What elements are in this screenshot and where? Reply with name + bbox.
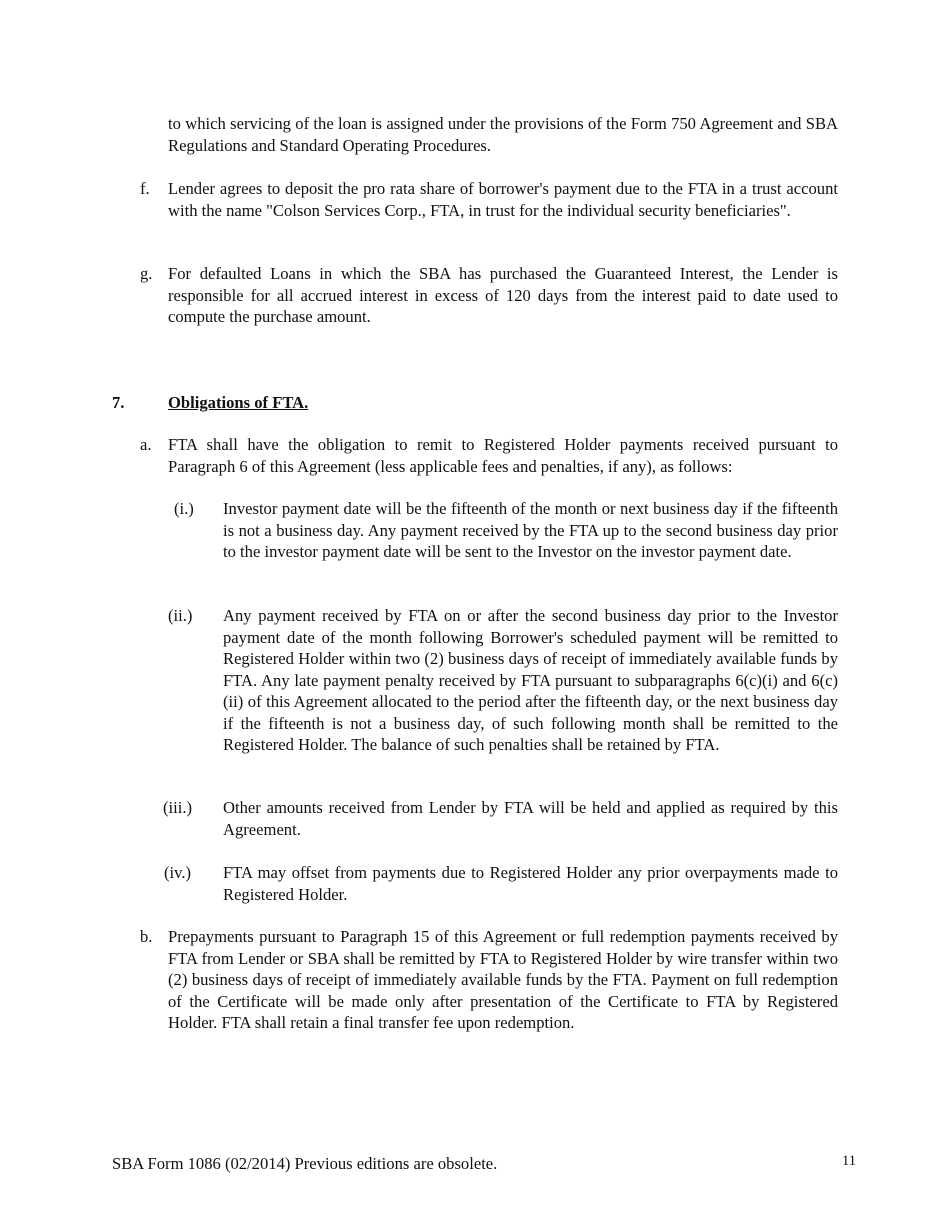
form-footer: SBA Form 1086 (02/2014) Previous editions are obsolete. xyxy=(112,1154,498,1173)
continuation-paragraph: to which servicing of the loan is assigned under the provisions of the Form 750 Agreement and SBA Regulations and Standard Operating Procedures. xyxy=(168,114,838,155)
item-b-text: Prepayments pursuant to Paragraph 15 of this Agreement or full redemption payments received by FTA from Lender or SBA shall be remitted by FTA to Registered Holder by wire transfer within two (2) business days of receipt of immediately available funds by the FTA. Payment on full redemption of the Certificate will be made only after presentation of the Certificate to FTA by Registered Holder. FTA shall retain a final transfer fee upon redemption. xyxy=(168,927,838,1032)
item-a-label: a. xyxy=(140,435,152,454)
sub-iv-text: FTA may offset from payments due to Registered Holder any prior overpayments made to Registered Holder. xyxy=(223,863,838,904)
sub-iii-text: Other amounts received from Lender by FTA will be held and applied as required by this Agreement. xyxy=(223,798,838,839)
page-number: 11 xyxy=(842,1153,856,1169)
sub-ii-text: Any payment received by FTA on or after the second business day prior to the Investor payment date of the month following Borrower's scheduled payment will be remitted to Registered Holder within two (2) business days of receipt of immediately available funds by FTA. Any late payment penalty received by FTA pursuant to subparagraphs 6(c)(i) and 6(c)(ii) of this Agreement allocated to the period after the fifteenth day, or the next business day if the fifteenth is not a business day, of such following month shall be remitted to the Registered Holder. The balance of such penalties shall be retained by FTA. xyxy=(223,606,838,754)
item-f-text: Lender agrees to deposit the pro rata share of borrower's payment due to the FTA in a trust account with the name "Colson Services Corp., FTA, in trust for the individual security beneficiaries". xyxy=(168,179,838,220)
section-7-heading xyxy=(112,392,308,414)
item-f-label: f. xyxy=(140,179,150,198)
section-title: Obligations of FTA. xyxy=(168,393,309,412)
item-a-text: FTA shall have the obligation to remit to Registered Holder payments received pursuant to Paragraph 6 of this Agreement (less applicable fees and penalties, if any), as follows: xyxy=(168,435,838,476)
sub-iii-label: (iii.) xyxy=(163,798,193,817)
sub-ii-label: (ii.) xyxy=(168,606,193,625)
item-g-text: For defaulted Loans in which the SBA has purchased the Guaranteed Interest, the Lender is responsible for all accrued interest in excess of 120 days from the interest paid to date used to compute the purchase amount. xyxy=(168,264,838,326)
sub-iv-label: (iv.) xyxy=(164,863,192,882)
sub-i-text: Investor payment date will be the fifteenth of the month or next business day if the fifteenth is not a business day. Any payment received by the FTA up to the second business day prior to the investor payment date will be sent to the Investor on the investor payment date. xyxy=(223,499,838,561)
sub-i-label: (i.) xyxy=(174,499,194,518)
item-g-label: g. xyxy=(140,264,153,283)
item-b-label: b. xyxy=(140,927,153,946)
section-number: 7. xyxy=(112,393,125,412)
